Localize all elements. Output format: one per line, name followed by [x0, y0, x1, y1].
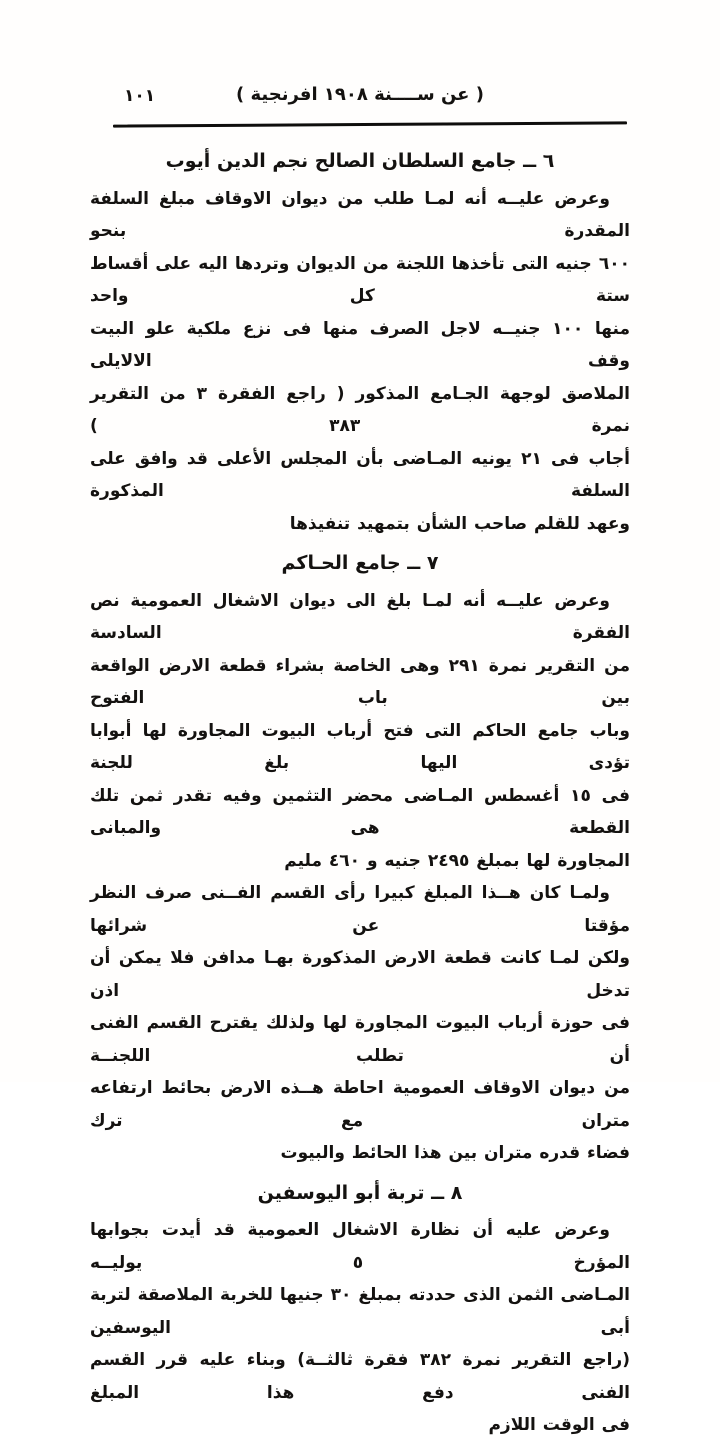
text-line: من ديوان الاوقاف العمومية احاطة هــذه الارض بحائط ارتفاعه متران مع ترك	[90, 1078, 630, 1131]
text-line: فضاء قدره متران بين هذا الحائط والبيوت	[280, 1143, 630, 1163]
text-line: من التقرير نمرة ٢٩١ وهى الخاصة بشراء قطعة الارض الواقعة بين باب الفتوح	[90, 655, 630, 708]
text-line: وعرض عليــه أنه لمـا طلب من ديوان الاوقاف مبلغ السلفة المقدرة بنحو	[90, 188, 630, 241]
section-heading: ٧ ــ جامع الحـاكم	[281, 552, 439, 574]
text-block	[90, 84, 630, 1442]
text-line: وعرض عليه أن نظارة الاشغال العمومية قد أيدت بجوابها المؤرخ ٥ يوليــه	[90, 1220, 630, 1273]
section-heading: ٦ ــ جامع السلطان الصالح نجم الدين أيوب	[165, 150, 555, 172]
section-7	[90, 547, 630, 1170]
text-line: فى حوزة أرباب البيوت المجاورة لها ولذلك يقترح القسم الفنى أن تطلب اللجنــة	[90, 1013, 630, 1066]
text-line: ولمـا كان هــذا المبلغ كبيرا رأى القسم الفــنى صرف النظر مؤقتا عن شرائها	[90, 883, 630, 936]
text-line: فى ١٥ أغسطس المـاضى محضر التثمين وفيه تقدر ثمن تلك القطعة هى والمبانى	[90, 785, 631, 838]
text-line: الملاصق لوجهة الجـامع المذكور ( راجع الفقرة ٣ من التقرير نمرة ٣٨٣ )	[90, 383, 630, 436]
section-6	[90, 145, 630, 540]
page-header	[90, 84, 630, 112]
text-line: وباب جامع الحاكم التى فتح أرباب البيوت المجاورة لها أبوابا تؤدى اليها بلغ للجنة	[90, 720, 630, 773]
section-8	[90, 1177, 630, 1442]
text-line: منها ١٠٠ جنيــه لاجل الصرف منها فى نزع ملكية علو البيت وقف الالايلى	[90, 318, 630, 371]
paragraph	[90, 183, 630, 541]
page-number: ١٠١	[124, 86, 156, 106]
paragraph	[90, 877, 630, 1170]
text-line: فى الوقت اللازم	[488, 1415, 630, 1435]
text-line: (راجع التقرير نمرة ٣٨٢ فقرة ثالثــة) وبناء عليه قرر القسم الفنى دفع هذا المبلغ	[90, 1350, 630, 1403]
paragraph	[90, 585, 630, 878]
running-title: ( عن ســــنة ١٩٠٨ افرنجية )	[236, 84, 484, 105]
section-heading: ٨ ــ تربة أبو اليوسفين	[257, 1181, 463, 1204]
text-line: المجاورة لها بمبلغ ٢٤٩٥ جنيه و ٤٦٠ مليم	[284, 850, 630, 871]
text-line: وعرض عليــه أنه لمـا بلغ الى ديوان الاشغال العمومية نص الفقرة السادسة	[90, 590, 630, 643]
text-line: وعهد للقلم صاحب الشأن بتمهيد تنفيذها	[289, 513, 630, 534]
text-line: ٦٠٠ جنيه التى تأخذها اللجنة من الديوان وتردها اليه على أقساط ستة كل واحد	[90, 253, 630, 306]
text-line: ولكن لمـا كانت قطعة الارض المذكورة بهـا مدافن فلا يمكن أن تدخل اذن	[90, 948, 630, 1001]
header-divider-rule	[113, 121, 627, 127]
text-line: أجاب فى ٢١ يونيه المـاضى بأن المجلس الأعلى قد وافق على السلفة المذكورة	[90, 448, 631, 501]
paragraph	[90, 1214, 630, 1442]
text-line: المـاضى الثمن الذى حددته بمبلغ ٣٠ جنيها للخربة الملاصقة لتربة أبى اليوسفين	[90, 1285, 630, 1338]
